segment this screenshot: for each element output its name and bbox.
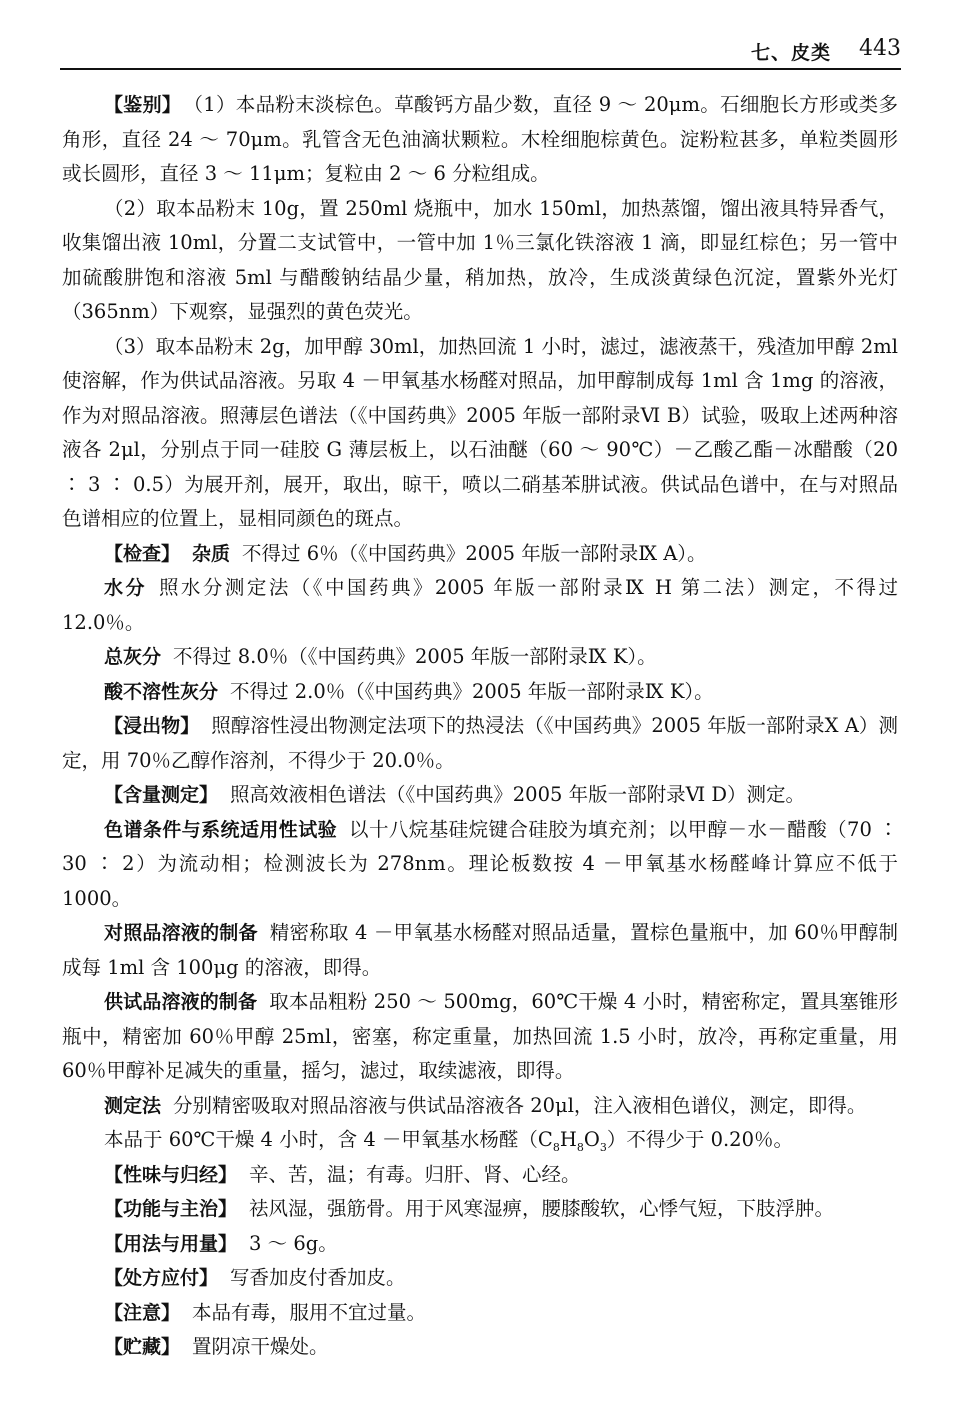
section-title: 七、皮类	[750, 42, 831, 64]
paragraph-text: 祛风湿，强筋骨。用于风寒湿痹，腰膝酸软，心悸气短，下肢浮肿。	[249, 1197, 835, 1220]
subheading-reference-solution: 对照品溶液的制备	[104, 922, 258, 944]
paragraph-procedure	[62, 1089, 898, 1124]
paragraph-text: （3）取本品粉末 2g，加甲醇 30ml，加热回流 1 小时，滤过，滤液蒸干，残渣加甲醇 2ml 使溶解，作为供试品溶液。另取 4 －甲氧基水杨醛对照品，加甲醇制成每 1ml 含 1mg 的溶液，作为对照品溶液。照薄层色谱法（《中国药典》2005 年版一部附录Ⅵ B）试验，吸取上述两种溶液各 2μl，分别点于同一硅胶 G 薄层板上，以石油醚（60 ～ 90℃）－乙酸乙酯－冰醋酸（20 ∶ 3 ∶ 0.5）为展开剂，展开，取出，晾干，喷以二硝基苯肼试液。供试品色谱中，在与对照品色谱相应的位置上，显相同颜色的斑点。	[62, 334, 898, 530]
text-segment: 本品于 60℃干燥 4 小时，含 4 －甲氧基水杨醛（C	[104, 1128, 553, 1151]
text-segment: ）不得少于 0.20％。	[606, 1128, 793, 1151]
subheading-chromatographic-conditions: 色谱条件与系统适用性试验	[104, 818, 338, 841]
section-label-nature-meridian: 【性味与归经】	[104, 1163, 238, 1186]
section-label-usage-dosage: 【用法与用量】	[104, 1232, 238, 1255]
paragraph-text: 取本品粗粉 250 ～ 500mg，60℃干燥 4 小时，精密称定，置具塞锥形瓶中，精密加 60％甲醇 25ml，密塞，称定重量，加热回流 1.5 小时，放冷，再称定重量，用 60％甲醇补足减失的重量，摇匀，滤过，取续滤液，即得。	[62, 990, 898, 1082]
paragraph-usage-dosage	[62, 1227, 898, 1262]
paragraph-text: 以十八烷基硅烷键合硅胶为填充剂；以甲醇－水－醋酸（70 ∶ 30 ∶ 2）为流动相；检测波长为 278nm。理论板数按 4 －甲氧基水杨醛峰计算应不低于 1000。	[62, 817, 898, 910]
paragraph-text: 精密称取 4 －甲氧基水杨醛对照品适量，置棕色量瓶中，加 60％甲醇制成每 1ml 含 100μg 的溶液，即得。	[62, 921, 898, 979]
paragraph-text: 本品有毒，服用不宜过量。	[192, 1300, 427, 1324]
paragraph-text: 不得过 8.0％（《中国药典》2005 年版一部附录Ⅸ K）。	[173, 645, 657, 668]
paragraph-text: （2）取本品粉末 10g，置 250ml 烧瓶中，加水 150ml，加热蒸馏，馏出液具特异香气，收集馏出液 10ml，分置二支试管中，一管中加 1％三氯化铁溶液 1 滴，即显红棕色；另一管中加硫酸肼饱和溶液 5ml 与醋酸钠结晶少量，稍加热，放冷，生成淡黄绿色沉淀，置紫外光灯（365nm）下观察，显强烈的黄色荧光。	[62, 196, 898, 323]
paragraph-reference-solution	[62, 916, 898, 985]
paragraph-moisture	[62, 571, 898, 640]
paragraph-text: 照醇溶性浸出物测定法项下的热浸法（《中国药典》2005 年版一部附录Ⅹ A）测定，用 70％乙醇作溶剂，不得少于 20.0％。	[62, 714, 898, 772]
paragraph-identification-3	[62, 330, 898, 537]
paragraph-text: 不得过 6％（《中国药典》2005 年版一部附录Ⅸ A）。	[242, 541, 707, 565]
paragraph-chromatographic-conditions	[62, 813, 898, 917]
paragraph-prescription	[62, 1261, 898, 1296]
paragraph-text: 照高效液相色谱法（《中国药典》2005 年版一部附录Ⅵ D）测定。	[230, 783, 806, 806]
section-label-caution: 【注意】	[104, 1301, 181, 1324]
subheading-test-solution: 供试品溶液的制备	[104, 991, 258, 1013]
paragraph-nature-meridian	[62, 1158, 898, 1193]
subheading-acid-insoluble-ash: 酸不溶性灰分	[104, 680, 219, 703]
subheading-impurity: 杂质	[192, 542, 231, 565]
paragraph-caution	[62, 1296, 898, 1331]
paragraph-text: 不得过 2.0％（《中国药典》2005 年版一部附录Ⅸ K）。	[230, 679, 714, 703]
paragraph-extract	[62, 709, 898, 778]
section-label-storage: 【贮藏】	[104, 1336, 181, 1358]
paragraph-total-ash	[62, 640, 898, 675]
paragraph-identification-2	[62, 192, 898, 330]
section-label-identification: 【鉴别】	[104, 94, 182, 116]
subheading-total-ash: 总灰分	[104, 646, 162, 668]
paragraph-test-solution	[62, 985, 898, 1089]
text-segment: H	[559, 1128, 577, 1151]
paragraph-assay	[62, 778, 898, 813]
subscript: 8	[552, 1140, 560, 1154]
paragraph-storage	[62, 1330, 898, 1365]
paragraph-text: 置阴凉干燥处。	[192, 1335, 329, 1358]
section-label-prescription: 【处方应付】	[104, 1267, 219, 1289]
paragraph-text: 照水分测定法（《中国药典》2005 年版一部附录Ⅸ H 第二法）测定，不得过 12.0％。	[62, 576, 898, 634]
section-label-function-indication: 【功能与主治】	[104, 1198, 238, 1220]
paragraph-text: 分别精密吸取对照品溶液与供试品溶液各 20μl，注入液相色谱仪，测定，即得。	[173, 1093, 867, 1117]
running-header	[60, 30, 901, 70]
section-label-inspection: 【检查】	[104, 542, 181, 565]
page-number: 443	[859, 36, 901, 61]
subscript: 3	[599, 1140, 607, 1154]
paragraph-text: （1）本品粉末淡棕色。草酸钙方晶少数，直径 9 ～ 20μm。石细胞长方形或类多角形，直径 24 ～ 70μm。乳管含无色油滴状颗粒。木栓细胞棕黄色。淀粉粒甚多，单粒类圆形或长圆形，直径 3 ～ 11μm；复粒由 2 ～ 6 分粒组成。	[62, 93, 898, 185]
paragraph-identification-1	[62, 88, 898, 192]
paragraph-text: 写香加皮付香加皮。	[230, 1266, 406, 1289]
subheading-moisture: 水分	[104, 577, 147, 599]
subheading-procedure: 测定法	[104, 1094, 162, 1117]
paragraph-text: 辛、苦，温；有毒。归肝、肾、心经。	[249, 1162, 581, 1186]
section-label-extract: 【浸出物】	[104, 715, 200, 737]
paragraph-acid-insoluble-ash	[62, 675, 898, 710]
paragraph-inspection-impurity	[62, 537, 898, 572]
subscript: 8	[576, 1140, 584, 1154]
paragraph-content-limit	[62, 1123, 898, 1158]
text-segment: O	[583, 1128, 600, 1151]
document-body	[62, 88, 898, 1365]
paragraph-function-indication	[62, 1192, 898, 1227]
section-label-assay: 【含量测定】	[104, 784, 219, 806]
paragraph-text: 3 ～ 6g。	[249, 1231, 338, 1255]
